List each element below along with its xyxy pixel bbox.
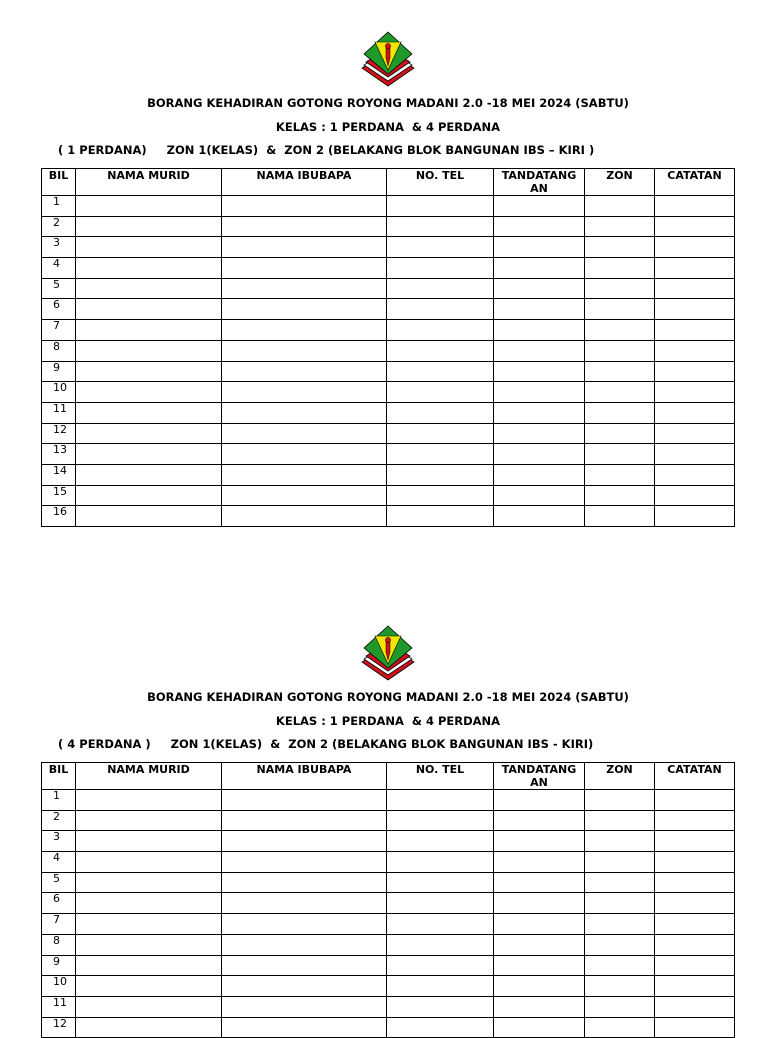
- col-tandatangan-cell[interactable]: [494, 444, 585, 465]
- col-nama-ibubapa-cell[interactable]: [222, 299, 387, 320]
- col-catatan-cell[interactable]: [655, 464, 735, 485]
- col-catatan-cell[interactable]: [655, 340, 735, 361]
- col-no-tel-cell[interactable]: [387, 444, 494, 465]
- col-zon-header: ZON: [585, 169, 655, 196]
- col-zon-cell[interactable]: [585, 872, 655, 893]
- col-zon-cell[interactable]: [585, 278, 655, 299]
- col-catatan-cell[interactable]: [655, 278, 735, 299]
- col-tandatangan-cell[interactable]: [494, 1017, 585, 1038]
- col-nama-ibubapa-cell[interactable]: [222, 216, 387, 237]
- table-row: [42, 258, 735, 279]
- col-tandatangan-cell[interactable]: [494, 196, 585, 217]
- form-class-line: KELAS : 1 PERDANA & 4 PERDANA: [275, 714, 501, 728]
- col-no-tel-cell[interactable]: [387, 914, 494, 935]
- row-number: 14: [42, 464, 76, 485]
- table-row: [42, 216, 735, 237]
- col-zon-cell[interactable]: [585, 361, 655, 382]
- col-tandatangan-cell[interactable]: [494, 361, 585, 382]
- col-tandatangan-cell[interactable]: [494, 464, 585, 485]
- col-no-tel-cell[interactable]: [387, 340, 494, 361]
- col-no-tel-header: NO. TEL: [387, 169, 494, 196]
- table-row: [42, 914, 735, 935]
- row-number: 12: [42, 423, 76, 444]
- col-no-tel-cell[interactable]: [387, 361, 494, 382]
- col-catatan-cell[interactable]: [655, 1017, 735, 1038]
- col-nama-ibubapa-header: NAMA IBUBAPA: [222, 169, 387, 196]
- table-row: [42, 872, 735, 893]
- col-tandatangan-cell[interactable]: [494, 485, 585, 506]
- col-no-tel-cell[interactable]: [387, 278, 494, 299]
- attendance-table: [41, 168, 735, 527]
- col-nama-murid-cell[interactable]: [76, 361, 222, 382]
- col-nama-ibubapa-cell[interactable]: [222, 996, 387, 1017]
- col-catatan-cell[interactable]: [655, 485, 735, 506]
- col-nama-ibubapa-cell[interactable]: [222, 485, 387, 506]
- col-tandatangan-cell[interactable]: [494, 216, 585, 237]
- col-no-tel-cell[interactable]: [387, 852, 494, 873]
- col-zon-cell[interactable]: [585, 955, 655, 976]
- attendance-table: [41, 762, 735, 1038]
- table-row: [42, 444, 735, 465]
- col-catatan-cell[interactable]: [655, 852, 735, 873]
- col-tandatangan-cell[interactable]: [494, 299, 585, 320]
- col-zon-cell[interactable]: [585, 934, 655, 955]
- col-tandatangan-cell[interactable]: [494, 810, 585, 831]
- col-tandatangan-cell[interactable]: [494, 382, 585, 403]
- col-catatan-cell[interactable]: [655, 810, 735, 831]
- table-header-row: [42, 169, 735, 196]
- col-no-tel-cell[interactable]: [387, 955, 494, 976]
- row-number: 8: [42, 340, 76, 361]
- col-catatan-cell[interactable]: [655, 361, 735, 382]
- row-number: 4: [42, 258, 76, 279]
- col-nama-murid-cell[interactable]: [76, 423, 222, 444]
- col-catatan-cell[interactable]: [655, 872, 735, 893]
- col-catatan-cell[interactable]: [655, 914, 735, 935]
- col-catatan-cell[interactable]: [655, 955, 735, 976]
- col-tandatangan-cell[interactable]: [494, 872, 585, 893]
- col-zon-cell[interactable]: [585, 976, 655, 997]
- col-tandatangan-cell[interactable]: [494, 258, 585, 279]
- col-catatan-cell[interactable]: [655, 216, 735, 237]
- col-nama-ibubapa-header: NAMA IBUBAPA: [222, 763, 387, 790]
- col-catatan-cell[interactable]: [655, 299, 735, 320]
- col-no-tel-header: NO. TEL: [387, 763, 494, 790]
- col-nama-murid-cell[interactable]: [76, 914, 222, 935]
- row-number: 11: [42, 996, 76, 1017]
- col-nama-murid-header: NAMA MURID: [76, 169, 222, 196]
- table-row: [42, 320, 735, 341]
- col-no-tel-cell[interactable]: [387, 1017, 494, 1038]
- col-nama-murid-cell[interactable]: [76, 506, 222, 527]
- row-number: 5: [42, 278, 76, 299]
- form-title: BORANG KEHADIRAN GOTONG ROYONG MADANI 2.0 -18 MEI 2024 (SABTU): [147, 96, 629, 110]
- col-no-tel-cell[interactable]: [387, 258, 494, 279]
- school-crest-icon: [358, 30, 418, 90]
- table-row: [42, 506, 735, 527]
- form-title: BORANG KEHADIRAN GOTONG ROYONG MADANI 2.0 -18 MEI 2024 (SABTU): [147, 690, 629, 704]
- row-number: 2: [42, 810, 76, 831]
- col-zon-cell[interactable]: [585, 299, 655, 320]
- col-nama-ibubapa-cell[interactable]: [222, 258, 387, 279]
- table-row: [42, 382, 735, 403]
- table-header-row: [42, 763, 735, 790]
- table-row: [42, 237, 735, 258]
- col-zon-cell[interactable]: [585, 340, 655, 361]
- col-zon-cell[interactable]: [585, 464, 655, 485]
- table-row: [42, 423, 735, 444]
- col-nama-murid-cell[interactable]: [76, 258, 222, 279]
- col-zon-cell[interactable]: [585, 914, 655, 935]
- col-zon-cell[interactable]: [585, 893, 655, 914]
- col-no-tel-cell[interactable]: [387, 464, 494, 485]
- col-catatan-cell[interactable]: [655, 258, 735, 279]
- col-catatan-cell[interactable]: [655, 506, 735, 527]
- col-zon-cell[interactable]: [585, 485, 655, 506]
- col-tandatangan-cell[interactable]: [494, 934, 585, 955]
- col-no-tel-cell[interactable]: [387, 485, 494, 506]
- col-no-tel-cell[interactable]: [387, 299, 494, 320]
- col-zon-cell[interactable]: [585, 320, 655, 341]
- col-nama-ibubapa-cell[interactable]: [222, 955, 387, 976]
- col-nama-murid-cell[interactable]: [76, 278, 222, 299]
- col-tandatangan-cell[interactable]: [494, 996, 585, 1017]
- col-nama-murid-cell[interactable]: [76, 955, 222, 976]
- col-tandatangan-cell[interactable]: [494, 506, 585, 527]
- col-nama-murid-cell[interactable]: [76, 893, 222, 914]
- table-row: [42, 464, 735, 485]
- table-row: [42, 278, 735, 299]
- col-nama-murid-cell[interactable]: [76, 237, 222, 258]
- col-zon-cell[interactable]: [585, 382, 655, 403]
- col-tandatangan-cell[interactable]: [494, 237, 585, 258]
- col-zon-cell[interactable]: [585, 444, 655, 465]
- col-nama-ibubapa-cell[interactable]: [222, 831, 387, 852]
- col-no-tel-cell[interactable]: [387, 831, 494, 852]
- col-nama-murid-cell[interactable]: [76, 831, 222, 852]
- col-nama-murid-cell[interactable]: [76, 216, 222, 237]
- col-bil-header: BIL: [42, 169, 76, 196]
- table-row: [42, 299, 735, 320]
- col-tandatangan-cell[interactable]: [494, 976, 585, 997]
- col-zon-cell[interactable]: [585, 423, 655, 444]
- table-row: [42, 831, 735, 852]
- col-catatan-header: CATATAN: [655, 169, 735, 196]
- col-catatan-cell[interactable]: [655, 196, 735, 217]
- col-zon-cell[interactable]: [585, 1017, 655, 1038]
- col-catatan-header: CATATAN: [655, 763, 735, 790]
- col-catatan-cell[interactable]: [655, 423, 735, 444]
- col-nama-murid-cell[interactable]: [76, 976, 222, 997]
- col-nama-ibubapa-cell[interactable]: [222, 423, 387, 444]
- col-nama-murid-cell[interactable]: [76, 320, 222, 341]
- table-row: [42, 976, 735, 997]
- col-nama-ibubapa-cell[interactable]: [222, 361, 387, 382]
- col-nama-murid-cell[interactable]: [76, 402, 222, 423]
- col-nama-ibubapa-cell[interactable]: [222, 444, 387, 465]
- table-row: [42, 934, 735, 955]
- col-nama-ibubapa-cell[interactable]: [222, 934, 387, 955]
- col-zon-cell[interactable]: [585, 506, 655, 527]
- col-zon-cell[interactable]: [585, 831, 655, 852]
- col-nama-ibubapa-cell[interactable]: [222, 914, 387, 935]
- col-nama-ibubapa-cell[interactable]: [222, 278, 387, 299]
- table-row: [42, 196, 735, 217]
- form-zone-line: ( 1 PERDANA) ZON 1(KELAS) & ZON 2 (BELAKANG BLOK BANGUNAN IBS – KIRI ): [58, 143, 595, 157]
- col-nama-murid-cell[interactable]: [76, 934, 222, 955]
- row-number: 3: [42, 831, 76, 852]
- col-catatan-cell[interactable]: [655, 237, 735, 258]
- col-no-tel-cell[interactable]: [387, 506, 494, 527]
- col-nama-murid-cell[interactable]: [76, 196, 222, 217]
- table-row: [42, 402, 735, 423]
- row-number: 10: [42, 382, 76, 403]
- col-no-tel-cell[interactable]: [387, 976, 494, 997]
- col-no-tel-cell[interactable]: [387, 382, 494, 403]
- col-tandatangan-cell[interactable]: [494, 831, 585, 852]
- col-no-tel-cell[interactable]: [387, 872, 494, 893]
- col-no-tel-cell[interactable]: [387, 790, 494, 811]
- col-nama-ibubapa-cell[interactable]: [222, 320, 387, 341]
- col-nama-ibubapa-cell[interactable]: [222, 506, 387, 527]
- row-number: 8: [42, 934, 76, 955]
- col-zon-cell[interactable]: [585, 790, 655, 811]
- col-no-tel-cell[interactable]: [387, 320, 494, 341]
- col-tandatangan-cell[interactable]: [494, 340, 585, 361]
- col-nama-murid-cell[interactable]: [76, 485, 222, 506]
- row-number: 4: [42, 852, 76, 873]
- col-nama-ibubapa-cell[interactable]: [222, 340, 387, 361]
- col-tandatangan-cell[interactable]: [494, 790, 585, 811]
- col-nama-murid-cell[interactable]: [76, 382, 222, 403]
- col-no-tel-cell[interactable]: [387, 216, 494, 237]
- col-no-tel-cell[interactable]: [387, 934, 494, 955]
- row-number: 2: [42, 216, 76, 237]
- col-nama-murid-cell[interactable]: [76, 299, 222, 320]
- col-no-tel-cell[interactable]: [387, 810, 494, 831]
- table-row: [42, 361, 735, 382]
- col-nama-murid-cell[interactable]: [76, 340, 222, 361]
- col-nama-ibubapa-cell[interactable]: [222, 872, 387, 893]
- col-nama-murid-cell[interactable]: [76, 444, 222, 465]
- col-nama-murid-cell[interactable]: [76, 852, 222, 873]
- col-tandatangan-cell[interactable]: [494, 852, 585, 873]
- col-catatan-cell[interactable]: [655, 382, 735, 403]
- col-tandatangan-cell[interactable]: [494, 278, 585, 299]
- form-class-line: KELAS : 1 PERDANA & 4 PERDANA: [275, 120, 501, 134]
- col-zon-cell[interactable]: [585, 216, 655, 237]
- row-number: 12: [42, 1017, 76, 1038]
- col-catatan-cell[interactable]: [655, 402, 735, 423]
- col-no-tel-cell[interactable]: [387, 237, 494, 258]
- col-no-tel-cell[interactable]: [387, 893, 494, 914]
- row-number: 6: [42, 299, 76, 320]
- row-number: 13: [42, 444, 76, 465]
- row-number: 9: [42, 361, 76, 382]
- col-nama-ibubapa-cell[interactable]: [222, 402, 387, 423]
- row-number: 16: [42, 506, 76, 527]
- table-row: [42, 485, 735, 506]
- col-zon-cell[interactable]: [585, 810, 655, 831]
- table-row: [42, 810, 735, 831]
- table-row: [42, 955, 735, 976]
- col-nama-ibubapa-cell[interactable]: [222, 196, 387, 217]
- col-tandatangan-cell[interactable]: [494, 955, 585, 976]
- col-catatan-cell[interactable]: [655, 934, 735, 955]
- col-no-tel-cell[interactable]: [387, 402, 494, 423]
- col-no-tel-cell[interactable]: [387, 423, 494, 444]
- col-catatan-cell[interactable]: [655, 996, 735, 1017]
- col-catatan-cell[interactable]: [655, 790, 735, 811]
- col-nama-murid-cell[interactable]: [76, 1017, 222, 1038]
- col-no-tel-cell[interactable]: [387, 196, 494, 217]
- col-nama-ibubapa-cell[interactable]: [222, 790, 387, 811]
- table-row: [42, 790, 735, 811]
- col-catatan-cell[interactable]: [655, 831, 735, 852]
- col-nama-ibubapa-cell[interactable]: [222, 237, 387, 258]
- col-zon-header: ZON: [585, 763, 655, 790]
- col-catatan-cell[interactable]: [655, 444, 735, 465]
- row-number: 10: [42, 976, 76, 997]
- row-number: 1: [42, 790, 76, 811]
- col-zon-cell[interactable]: [585, 402, 655, 423]
- col-tandatangan-cell[interactable]: [494, 914, 585, 935]
- col-nama-murid-cell[interactable]: [76, 996, 222, 1017]
- row-number: 6: [42, 893, 76, 914]
- col-catatan-cell[interactable]: [655, 893, 735, 914]
- table-row: [42, 893, 735, 914]
- row-number: 9: [42, 955, 76, 976]
- col-nama-ibubapa-cell[interactable]: [222, 464, 387, 485]
- col-nama-murid-cell[interactable]: [76, 872, 222, 893]
- form-zone-line: ( 4 PERDANA ) ZON 1(KELAS) & ZON 2 (BELAKANG BLOK BANGUNAN IBS - KIRI): [58, 737, 594, 751]
- col-zon-cell[interactable]: [585, 258, 655, 279]
- row-number: 1: [42, 196, 76, 217]
- col-tandatangan-header: TANDATANG AN: [494, 169, 585, 196]
- school-crest-icon: [358, 624, 418, 684]
- row-number: 7: [42, 320, 76, 341]
- col-catatan-cell[interactable]: [655, 320, 735, 341]
- col-nama-murid-header: NAMA MURID: [76, 763, 222, 790]
- row-number: 11: [42, 402, 76, 423]
- col-nama-ibubapa-cell[interactable]: [222, 852, 387, 873]
- col-tandatangan-header: TANDATANG AN: [494, 763, 585, 790]
- col-tandatangan-cell[interactable]: [494, 423, 585, 444]
- table-row: [42, 852, 735, 873]
- col-nama-murid-cell[interactable]: [76, 810, 222, 831]
- col-nama-ibubapa-cell[interactable]: [222, 810, 387, 831]
- row-number: 3: [42, 237, 76, 258]
- col-zon-cell[interactable]: [585, 196, 655, 217]
- col-no-tel-cell[interactable]: [387, 996, 494, 1017]
- col-nama-ibubapa-cell[interactable]: [222, 976, 387, 997]
- col-catatan-cell[interactable]: [655, 976, 735, 997]
- table-row: [42, 996, 735, 1017]
- col-nama-murid-cell[interactable]: [76, 464, 222, 485]
- col-tandatangan-cell[interactable]: [494, 320, 585, 341]
- col-tandatangan-cell[interactable]: [494, 402, 585, 423]
- col-zon-cell[interactable]: [585, 237, 655, 258]
- col-nama-ibubapa-cell[interactable]: [222, 893, 387, 914]
- col-zon-cell[interactable]: [585, 852, 655, 873]
- col-tandatangan-cell[interactable]: [494, 893, 585, 914]
- row-number: 5: [42, 872, 76, 893]
- col-zon-cell[interactable]: [585, 996, 655, 1017]
- col-nama-ibubapa-cell[interactable]: [222, 1017, 387, 1038]
- table-row: [42, 340, 735, 361]
- table-row: [42, 1017, 735, 1038]
- row-number: 15: [42, 485, 76, 506]
- col-nama-ibubapa-cell[interactable]: [222, 382, 387, 403]
- col-bil-header: BIL: [42, 763, 76, 790]
- row-number: 7: [42, 914, 76, 935]
- col-nama-murid-cell[interactable]: [76, 790, 222, 811]
